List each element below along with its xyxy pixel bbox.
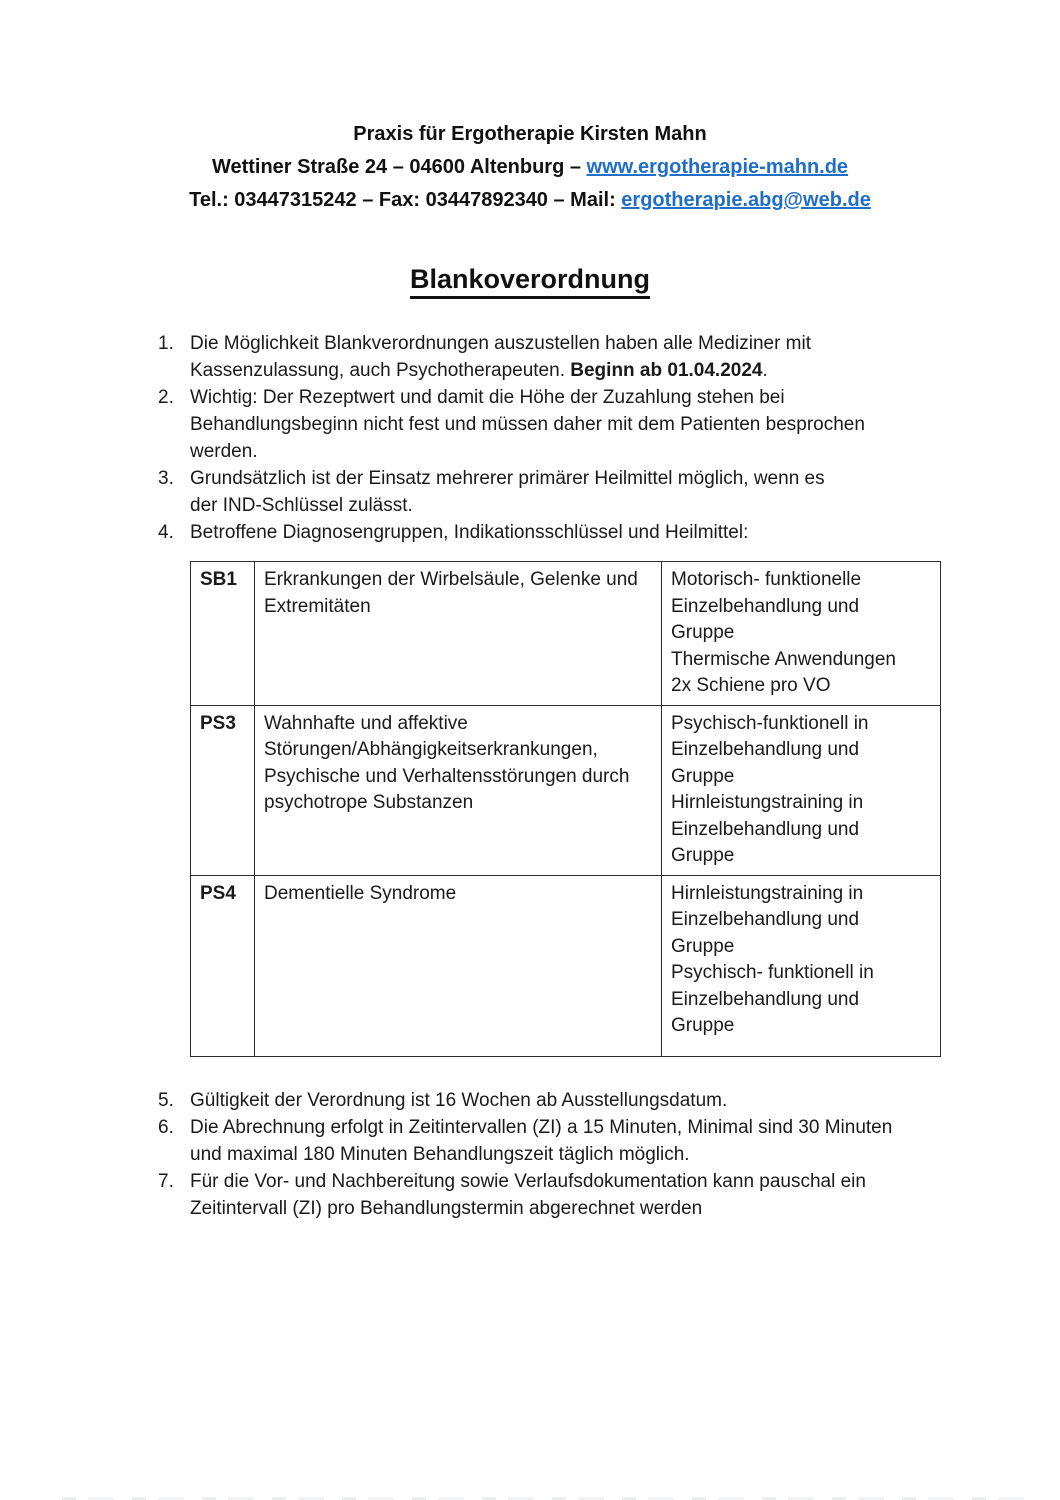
- item-number: 3.: [158, 468, 174, 489]
- numbered-list-bottom: [158, 1087, 1060, 1222]
- email-link[interactable]: ergotherapie.abg@web.de: [621, 189, 871, 211]
- cell-diagnosis: Wahnhafte und affektive Störungen/Abhängigkeitserkrankungen, Psychische und Verhaltensstörungen durch psychotrope Substanzen: [255, 705, 662, 875]
- letterhead: [0, 118, 1060, 217]
- list-item-7: [158, 1168, 1060, 1222]
- item-text: Betroffene Diagnosengruppen, Indikationsschlüssel und Heilmittel:: [190, 522, 749, 543]
- address-text: Wettiner Straße 24 – 04600 Altenburg –: [211, 156, 587, 178]
- item-text: Wichtig: Der Rezeptwert und damit die Höhe der Zuzahlung stehen bei Behandlungsbeginn nicht fest und müssen daher mit dem Patienten besprochen werden.: [190, 387, 865, 462]
- indications-table: [190, 561, 941, 1057]
- item-text: Die Abrechnung erfolgt in Zeitintervallen (ZI) a 15 Minuten, Minimal sind 30 Minuten und maximal 180 Minuten Behandlungszeit täglich möglich.: [190, 1116, 893, 1165]
- list-item-1: [158, 330, 1060, 384]
- table-row-sb1: [191, 562, 941, 706]
- item-number: 4.: [158, 522, 174, 543]
- list-item-2: [158, 384, 1060, 465]
- list-item-6: [158, 1114, 1060, 1168]
- item-number: 2.: [158, 387, 174, 408]
- item-number: 5.: [158, 1089, 174, 1111]
- item-number: 1.: [158, 333, 174, 354]
- list-item-4: [158, 519, 1060, 546]
- item-text: Die Möglichkeit Blankverordnungen auszustellen haben alle Mediziner mit Kassenzulassung, auch Psychotherapeuten. Beginn ab 01.04.2024.: [190, 333, 812, 381]
- title-row: [0, 264, 1060, 299]
- item-number: 7.: [158, 1170, 174, 1192]
- cell-code: SB1: [191, 562, 255, 706]
- item-text: Gültigkeit der Verordnung ist 16 Wochen ab Ausstellungsdatum.: [190, 1089, 728, 1111]
- cell-remedies: Psychisch-funktionell in Einzelbehandlung und Gruppe Hirnleistungstraining in Einzelbehandlung und Gruppe: [662, 705, 941, 875]
- address-line: [0, 151, 1060, 184]
- item-number: 6.: [158, 1116, 174, 1138]
- table-row-ps4: [191, 875, 941, 1056]
- cell-remedies: Hirnleistungstraining in Einzelbehandlung und Gruppe Psychisch- funktionell in Einzelbehandlung und Gruppe: [662, 875, 941, 1056]
- cell-diagnosis: Erkrankungen der Wirbelsäule, Gelenke und Extremitäten: [255, 562, 662, 706]
- practice-name: Praxis für Ergotherapie Kirsten Mahn: [353, 123, 707, 145]
- item-text: Für die Vor- und Nachbereitung sowie Verlaufsdokumentation kann pauschal ein Zeitintervall (ZI) pro Behandlungstermin abgerechnet werden: [190, 1170, 866, 1219]
- contact-line: [0, 184, 1060, 217]
- table-row-ps3: [191, 705, 941, 875]
- bold-emphasis: Beginn ab 01.04.2024: [570, 360, 763, 381]
- cell-diagnosis: Dementielle Syndrome: [255, 875, 662, 1056]
- cell-remedies: Motorisch- funktionelle Einzelbehandlung und Gruppe Thermische Anwendungen 2x Schiene pro VO: [662, 562, 941, 706]
- contact-text: Tel.: 03447315242 – Fax: 03447892340 – Mail:: [189, 189, 622, 211]
- page-title: Blankoverordnung: [410, 264, 650, 299]
- cell-code: PS4: [191, 875, 255, 1056]
- item-text: Grundsätzlich ist der Einsatz mehrerer primärer Heilmittel möglich, wenn es der IND-Schlüssel zulässt.: [190, 468, 825, 516]
- list-item-5: [158, 1087, 1060, 1114]
- list-item-3: [158, 465, 1060, 519]
- numbered-list-top: [158, 330, 1060, 546]
- website-link[interactable]: www.ergotherapie-mahn.de: [586, 156, 849, 178]
- cell-code: PS3: [191, 705, 255, 875]
